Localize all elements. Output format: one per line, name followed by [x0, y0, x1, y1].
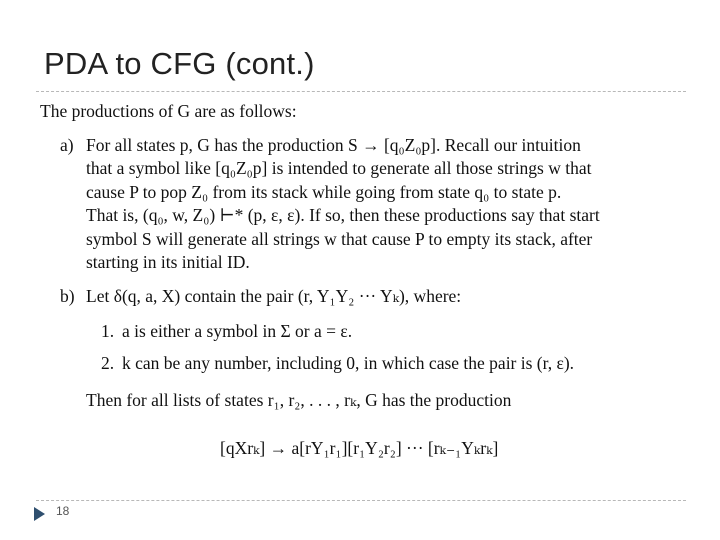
item-a-line: cause P to pop Z₀ from its stack while going from state q₀ to state p. [86, 181, 562, 202]
item-a-marker: a) [60, 134, 74, 155]
condition-text: k can be any number, including 0, in which case the pair is (r, ε). [122, 352, 575, 373]
item-a-line: symbol S will generate all strings w that cause P to empty its stack, after [86, 228, 593, 249]
top-divider [36, 91, 686, 92]
slide-content [40, 100, 690, 492]
condition-item [86, 320, 690, 344]
bottom-divider [36, 500, 686, 501]
condition-text: a is either a symbol in Σ or a = ε. [122, 321, 353, 341]
then-text: Then for all lists of states r₁, r₂, . . . , rₖ, G has the production [86, 390, 512, 410]
condition-number: 1. [101, 321, 115, 341]
condition-item [86, 352, 690, 376]
item-b-marker: b) [60, 285, 75, 306]
page-number: 18 [56, 504, 70, 518]
item-a-line: That is, (q₀, w, Z₀) ⊢* (p, ε, ε). If so, then these productions say that start [86, 205, 600, 225]
item-b [40, 285, 690, 376]
item-a [40, 134, 690, 275]
condition-number: 2. [101, 352, 115, 373]
item-b-text: Let δ(q, a, X) contain the pair (r, Y₁Y₂ ··· Yₖ), where: [86, 285, 462, 306]
item-a-line: starting in its initial ID. [86, 252, 250, 272]
item-a-line: For all states p, G has the production S → [q₀Z₀p]. Recall our intuition [86, 134, 581, 155]
slide-title: PDA to CFG (cont.) [44, 46, 315, 81]
production-formula: [qXrₖ] → a[rY₁r₁][r₁Y₂r₂] ··· [rₖ₋₁Yₖrₖ] [220, 437, 499, 458]
triangle-bullet-icon [34, 507, 45, 521]
condition-list [86, 320, 690, 375]
intro-text: The productions of G are as follows: [40, 101, 297, 121]
item-a-line: that a symbol like [q₀Z₀p] is intended to generate all those strings w that [86, 158, 592, 178]
